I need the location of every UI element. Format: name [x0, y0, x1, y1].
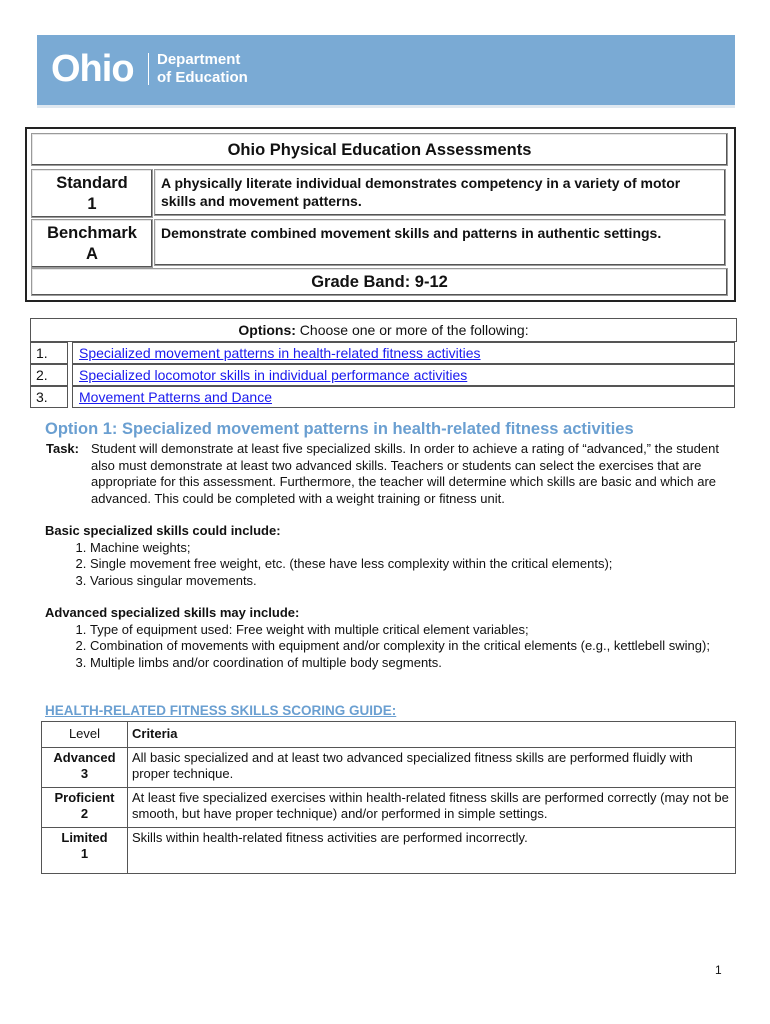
table-row [42, 747, 736, 787]
list-item: 1. Machine weights; [90, 540, 730, 557]
basic-skills-heading: Basic specialized skills could include: [45, 523, 281, 538]
scoring-guide-title: HEALTH-RELATED FITNESS SKILLS SCORING GUIDE: [45, 703, 397, 718]
advanced-skills-section [45, 605, 730, 671]
assessment-header-table [25, 127, 736, 302]
ohio-education-banner [37, 35, 735, 108]
options-heading-bold: Options: [238, 322, 296, 338]
basic-skills-list [45, 540, 730, 590]
logo-divider [148, 53, 149, 85]
standard-text: A physically literate individual demonstrates competency in a variety of motor skills and movement patterns. [154, 169, 726, 216]
list-item: 3. Multiple limbs and/or coordination of multiple body segments. [90, 655, 730, 672]
ohio-logo: Ohio [51, 48, 134, 90]
level-cell [42, 827, 128, 873]
option-number: 2. [30, 364, 68, 386]
task-paragraph [46, 441, 726, 506]
advanced-skills-list [45, 622, 730, 672]
level-number: 3 [80, 766, 89, 781]
options-heading [30, 318, 737, 342]
level-name: Proficient [54, 789, 115, 805]
option-link-health-fitness[interactable]: Specialized movement patterns in health-related fitness activities [72, 342, 735, 364]
benchmark-label [31, 219, 153, 268]
level-column-header: Level [42, 722, 128, 748]
standard-label-line2: 1 [87, 195, 97, 213]
list-item: 1. Type of equipment used: Free weight with multiple critical element variables; [90, 622, 730, 639]
option-number: 3. [30, 386, 68, 408]
dept-line1: Department [157, 51, 241, 68]
standard-label [31, 169, 153, 218]
options-heading-text: Choose one or more of the following: [295, 322, 529, 338]
level-cell [42, 787, 128, 827]
scoring-guide-table [41, 721, 736, 874]
option-row [30, 386, 735, 408]
option-number: 1. [30, 342, 68, 364]
level-number: 1 [80, 846, 89, 861]
task-text: Student will demonstrate at least five specialized skills. In order to achieve a rating of “advanced,” the student also must demonstrate at least two advanced skills. Teachers or students can select the exercises that are appropriate for this assessment. Furthermore, the teacher will determine which skills are basic and which are advanced. This could be completed with a weight training or fitness unit. [91, 441, 719, 506]
dept-line2: of Education [157, 69, 248, 86]
basic-skills-section [45, 523, 730, 589]
level-cell [42, 747, 128, 787]
task-label: Task: [46, 441, 79, 456]
table-row [42, 787, 736, 827]
list-item: 3. Various singular movements. [90, 573, 730, 590]
level-name: Limited [61, 829, 108, 845]
department-name [157, 51, 248, 87]
option-link-locomotor[interactable]: Specialized locomotor skills in individual performance activities [72, 364, 735, 386]
page-number: 1 [715, 963, 722, 977]
criteria-column-header: Criteria [128, 722, 736, 748]
assessment-title: Ohio Physical Education Assessments [31, 133, 728, 166]
option-row [30, 342, 735, 364]
advanced-skills-heading: Advanced specialized skills may include: [45, 605, 300, 620]
criteria-cell: At least five specialized exercises within health-related fitness skills are performed correctly (may not be smooth, but have proper technique) and/or performed in simple settings. [128, 787, 736, 827]
benchmark-text: Demonstrate combined movement skills and patterns in authentic settings. [154, 219, 726, 266]
benchmark-label-line2: A [86, 245, 98, 263]
criteria-cell: All basic specialized and at least two advanced specialized fitness skills are performed fluidly with proper technique. [128, 747, 736, 787]
benchmark-label-line1: Benchmark [47, 224, 137, 242]
standard-label-line1: Standard [56, 174, 128, 192]
option1-title: Option 1: Specialized movement patterns in health-related fitness activities [45, 420, 634, 438]
option-row [30, 364, 735, 386]
table-row [42, 827, 736, 873]
level-name: Advanced [53, 749, 116, 765]
criteria-cell: Skills within health-related fitness activities are performed incorrectly. [128, 827, 736, 873]
list-item: 2. Single movement free weight, etc. (these have less complexity within the critical elements); [90, 556, 730, 573]
list-item: 2. Combination of movements with equipment and/or complexity in the critical elements (e.g., kettlebell swing); [90, 638, 730, 655]
level-number: 2 [80, 806, 89, 821]
table-header-row [42, 722, 736, 748]
grade-band: Grade Band: 9-12 [31, 268, 728, 296]
option-link-dance[interactable]: Movement Patterns and Dance [72, 386, 735, 408]
